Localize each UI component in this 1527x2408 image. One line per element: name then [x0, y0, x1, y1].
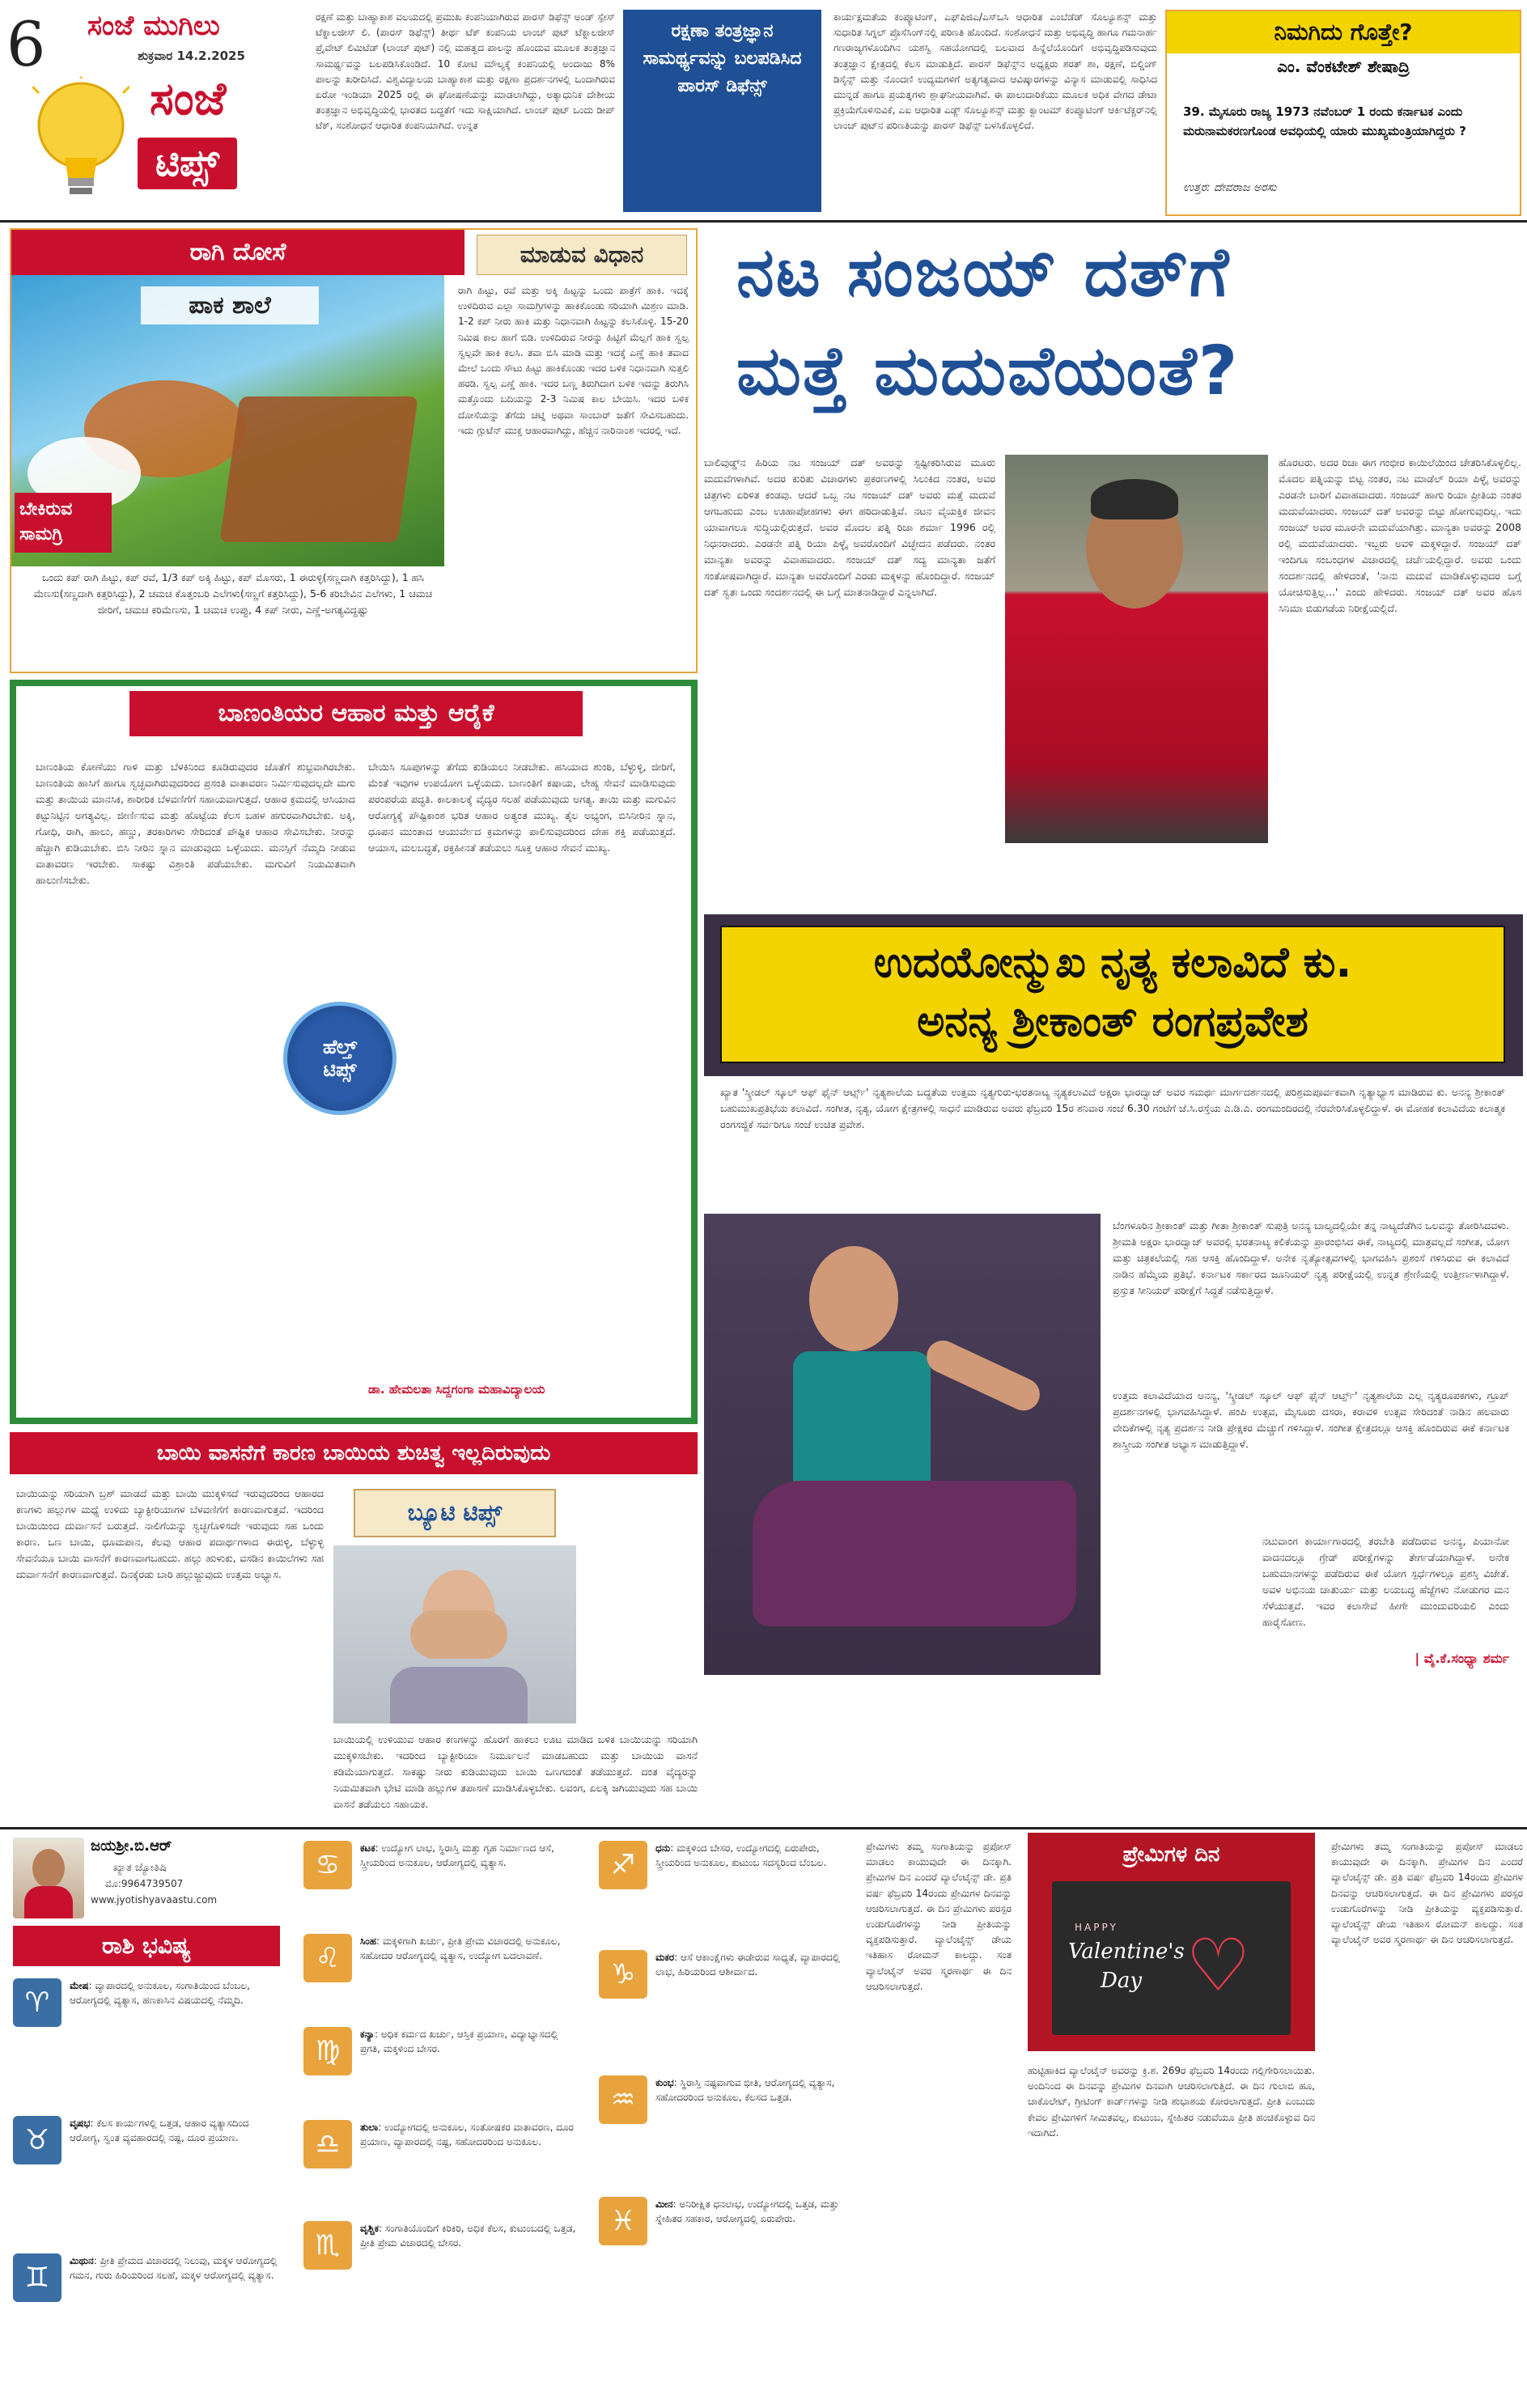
horoscope-item: ♈ ಮೇಷ: ವ್ಯಾಪಾರದಲ್ಲಿ ಅನುಕೂಲ, ಸಂಗಾತಿಯಿಂದ ಬೆಂಬಲ, ಆರೋಗ್ಯದಲ್ಲಿ ವ್ಯತ್ಯಾಸ, ಹಣಕಾಸಿನ ವಿಷಯದಲ್ಲಿ ನೆಮ್ಮದಿ. [13, 1978, 280, 2027]
taurus-icon: ♉ [13, 2116, 62, 2164]
breath-col1: ಬಾಯಿಯನ್ನು ಸರಿಯಾಗಿ ಬ್ರಶ್ ಮಾಡದೆ ಮತ್ತು ಬಾಯಿ ಮುಕ್ಕಳಿಸದೆ ಇರುವುದರಿಂದ ಆಹಾರದ ಕಣಗಳು ಹಲ್ಲುಗಳ ಮಧ್ಯೆ ಉಳಿದು ಬ್ಯಾಕ್ಟೀರಿಯಾಗಳ ಬೆಳವಣಿಗೆಗೆ ಕಾರಣವಾಗುತ್ತವೆ. ಇದರಿಂದ ಬಾಯಿಯಿಂದ ದುರ್ವಾಸನೆ ಬರುತ್ತದೆ. ನಾಲಿಗೆಯನ್ನು ಸ್ವಚ್ಛಗೊಳಿಸದೇ ಇರುವುದು ಸಹ ಒಂದು ಕಾರಣ. ಒಣ ಬಾಯಿ, ಧೂಮಪಾನ, ಕೆಲವು ಆಹಾರ ಪದಾರ್ಥಗಳಾದ ಈರುಳ್ಳಿ, ಬೆಳ್ಳುಳ್ಳಿ ಸೇವನೆಯೂ ಬಾಯಿ ವಾಸನೆಗೆ ಕಾರಣವಾಗಬಹುದು. ಹಲ್ಲು ಹುಳುಕು, ವಸಡಿನ ಕಾಯಿಲೆಗಳು ಸಹ ದುರ್ವಾಸನೆಗೆ ಕಾರಣವಾಗುತ್ತವೆ. ದಿನಕ್ಕೆರಡು ಬಾರಿ ಹಲ್ಲುಜ್ಜುವುದು ಉತ್ತಮ ಅಭ್ಯಾಸ. [16, 1487, 324, 1580]
recipe-name: ರಾಗಿ ದೋಸೆ [11, 230, 464, 275]
sanjay-col1: ಬಾಲಿವುಡ್ಡ್‌ನ ಹಿರಿಯ ನಟ ಸಂಜಯ್ ದತ್ ಅವರನ್ನು ಸ್ಪಷ್ಟೀಕರಿಸಿರುವ ಮೂರು ಮದುವೆಗಳಾಗಿವೆ. ಅದರ ಕುರಿತು ವಿಚಾರಗಳು ಪ್ರಕರಣಗಳಲ್ಲಿ ಸಿಲುಕಿದ ನಂತರ, ಅವರ ಚಿತ್ರಗಳು ಏರಿಳಿತ ಕಂಡವು. ಆದರೆ ಒಬ್ಬ ನಟ ಸಂಜಯ್ ದತ್ ಅವರು ಮತ್ತೆ ಮದುವೆ ಆಗಬಹುದು ಎಂಬ ಊಹಾಪೋಹಗಳು ಈಗ ಹರಿದಾಡುತ್ತಿವೆ. ನಟನ ವೈಯಕ್ತಿಕ ಜೀವನ ಯಾವಾಗಲೂ ಸುದ್ದಿಯಲ್ಲಿರುತ್ತದೆ. ಅವರ ಮೊದಲ ಪತ್ನಿ ರಿಚಾ ಶರ್ಮಾ 1996 ರಲ್ಲಿ ನಿಧನರಾದರು. ಎರಡನೇ ಪತ್ನಿ ರಿಯಾ ಪಿಳ್ಳೈ ಅವರೊಂದಿಗೆ ವಿಚ್ಛೇದನ ಪಡೆದರು. ನಂತರ ಮಾನ್ಯತಾ ಅವರನ್ನು ವಿವಾಹವಾದರು. ಸಂಜಯ್ ದತ್ ಸದ್ಯ ಮಾನ್ಯತಾ ಜತೆಗೆ ಸಂತೋಷವಾಗಿದ್ದಾರೆ. ಮಾನ್ಯತಾ ಅವರೊಂದಿಗೆ ಎರಡು ಮಕ್ಕಳನ್ನು ಹೊಂದಿದ್ದಾರೆ. ಸಂಜಯ್ ದತ್ ಸ್ವತಃ ಒಂದು ಸಂದರ್ಶನದಲ್ಲಿ ಈ ಬಗ್ಗೆ ಮಾತನಾಡಿದ್ದಾರೆ ಎನ್ನಲಾಗಿದೆ. [704, 456, 995, 598]
horoscope-item: ♊ ಮಿಥುನ: ಪ್ರೀತಿ ಪ್ರೇಮದ ವಿಚಾರದಲ್ಲಿ ನಿಲುವು, ಮಕ್ಕಳ ಆರೋಗ್ಯದಲ್ಲಿ ಗಮನ, ಗುರು ಹಿರಿಯರಿಂದ ಸಲಹೆ, ಮಕ್ಕಳ ಆರೋಗ್ಯದಲ್ಲಿ ವ್ಯತ್ಯಾಸ. [13, 2253, 280, 2302]
recipe-box [10, 228, 698, 673]
dancer-col2: ಉತ್ತಮ ಕಲಾವಿದೆಯಾದ ಅನನ್ಯ, 'ಸ್ಕ್ರೀಡಲ್ ಸ್ಕೂಲ್ ಆಫ್ ಫೈನ್ ಆರ್ಟ್ಸ್' ನೃತ್ಯಶಾಲೆಯ ಎಲ್ಲ ನೃತ್ಯರೂಪಕಗಳು, ಗ್ರೂಪ್ ಪ್ರದರ್ಶನಗಳಲ್ಲಿ ಭಾಗವಹಿಸಿದ್ದಾಳೆ. ಹಂಪಿ ಉತ್ಸವ, ಮೈಸೂರು ದಸರಾ, ಕರಾವಳಿ ಉತ್ಸವ ಸೇರಿದಂತೆ ನಾಡಿನ ಹಲವಾರು ವೇದಿಕೆಗಳಲ್ಲಿ ನೃತ್ಯ ಪ್ರದರ್ಶನ ನೀಡಿ ಪ್ರೇಕ್ಷಕರ ಮೆಚ್ಚುಗೆ ಗಳಿಸಿದ್ದಾಳೆ. ಸಂಗೀತ ಕ್ಷೇತ್ರದಲ್ಲೂ ಆಸಕ್ತಿ ಹೊಂದಿರುವ ಈಕೆ ಕರ್ನಾಟಕ ಶಾಸ್ತ್ರೀಯ ಸಂಗೀತ ಅಭ್ಯಾಸ ಮಾಡುತ್ತಿದ್ದಾಳೆ. [1113, 1389, 1509, 1450]
sign-name: ಕಟಕ [360, 1842, 375, 1854]
valentine-card [1028, 1833, 1315, 2051]
sagittarius-icon: ♐ [599, 1841, 647, 1889]
astrologer-website: www.jyotishyavaastu.com [91, 1894, 218, 1906]
horoscope-item: ♎ ತುಲಾ: ಉದ್ಯೋಗದಲ್ಲಿ ಅನುಕೂಲ, ಸಂತೋಷಕರ ವಾತಾವರಣ, ದೂರ ಪ್ರಯಾಣ, ವ್ಯಾಪಾರದಲ್ಲಿ ನಷ್ಟ, ಸಹೋದರರಿಂದ ಅನುಕೂಲ. [303, 2120, 579, 2168]
divider [0, 220, 1527, 223]
breath-title: ಬಾಯಿ ವಾಸನೆಗೆ ಕಾರಣ ಬಾಯಿಯ ಶುಚಿತ್ವ ಇಲ್ಲದಿರುವುದು [10, 1432, 698, 1474]
scorpio-icon: ♏ [303, 2221, 352, 2270]
masthead [0, 0, 312, 218]
sign-prediction: ಅಧಿಕ ಕರ್ಮದ ಖರ್ಚು, ಆಸ್ತಿಕ ಪ್ರಯಾಣ, ವಿದ್ಯಾಭ್ಯಾಸದಲ್ಲಿ ಪ್ರಗತಿ, ಮಕ್ಕಳಿಂದ ಬೇಸರ. [360, 2029, 558, 2054]
valentine-card-line1: HAPPY [1075, 1922, 1118, 1933]
health-tips-line1: ಹೆಲ್ತ್ [322, 1036, 358, 1058]
sign-prediction: ಮಕ್ಕಳಿಂದ ಬೇಸರ, ಉದ್ಯೋಗದಲ್ಲಿ ಏರುಪೇರು, ಸ್ತ್ರೀಯರಿಂದ ಅನುಕೂಲ, ಕುಟುಂಬ ಸದಸ್ಯರಿಂದ ಬೆಂಬಲ. [655, 1842, 827, 1868]
postpartum-author: ಡಾ. ಹೇಮಲತಾ ಸಿದ್ದಗಂಗಾ ಮಹಾವಿದ್ಯಾಲಯ [368, 1382, 545, 1397]
woman-covering-mouth-photo [333, 1545, 576, 1723]
virgo-icon: ♍ [303, 2027, 352, 2075]
top-story [316, 10, 1157, 216]
postpartum-col1: ಬಾಣಂತಿಯ ಕೋಣೆಯು ಗಾಳಿ ಮತ್ತು ಬೆಳಕಿನಿಂದ ಕೂಡಿರುವುದರ ಜೊತೆಗೆ ಶುಭ್ರವಾಗಿರಬೇಕು. ಬಾಣಂತಿಯ ಹಾಸಿಗೆ ಹಾಗೂ ಸ್ವಚ್ಛವಾಗಿರುವುದರಿಂದ ಪ್ರಸಂತಿ ವಾತಾವರಣ ನಿರ್ಮಿಸುವುದಲ್ಲದೇ ಮಗು ಮತ್ತು ತಾಯಿಯ ಮಾನಸಿಕ, ಶಾರೀರಿಕ ಬೆಳವಣಿಗೆಗೆ ಸಹಾಯವಾಗುತ್ತದೆ. ಆಹಾರ ಕ್ರಮದಲ್ಲಿ ಆಸಿಯಾದ ಕಟ್ಟುನಿಟ್ಟಿನ ಅಗತ್ಯವಿಲ್ಲ. ಜೀರ್ಣಿಸುವ ಮತ್ತು ಹೊಟ್ಟೆಯ ಕೆಲಸ ಬಹಳ ಹಗುರವಾಗಿರಬೇಕು. ಅಕ್ಕಿ, ಗೋಧಿ, ರಾಗಿ, ಹಾಲು, ಹಣ್ಣು, ತರಕಾರಿಗಳು ಸೇರಿದಂತೆ ಪೌಷ್ಟಿಕ ಆಹಾರ ಸೇವಿಸಬೇಕು. ನೀರನ್ನು ಹೆಚ್ಚಾಗಿ ಕುಡಿಯಬೇಕು. ಬಿಸಿ ನೀರಿನ ಸ್ನಾನ ಮಾಡುವುದು ಒಳ್ಳೆಯದು. ಮನಸ್ಸಿಗೆ ನೆಮ್ಮದಿ ನೀಡುವ ವಾತಾವರಣ ಇರಬೇಕು. ಸಾಕಷ್ಟು ವಿಶ್ರಾಂತಿ ಪಡೆಯಬೇಕು. ಮಗುವಿಗೆ ನಿಯಮಿತವಾಗಿ ಹಾಲುಣಿಸಬೇಕು. [36, 761, 355, 886]
method-title: ಮಾಡುವ ವಿಧಾನ [477, 235, 687, 275]
section-title-line2: ಟಿಪ್ಸ್ [138, 138, 237, 189]
dancer-intro: ಖ್ಯಾತ 'ಸ್ಕ್ರೀಡಲ್ ಸ್ಕೂಲ್ ಆಫ್ ಫೈನ್ ಆರ್ಟ್ಸ್' ನೃತ್ಯಶಾಲೆಯ ಬದ್ಧತೆಯ ಉತ್ತಮ ನೃತ್ಯಗುರು-ಭರತನಾಟ್ಯ ನೃತ್ಯಕಲಾವಿದೆ ಅಕ್ಷರಾ ಭಾರದ್ವಾಜ್ ಅವರ ಸಮರ್ಥ ಮಾರ್ಗದರ್ಶನದಲ್ಲಿ ಪರಿಶ್ರಮಪೂರ್ವಕವಾಗಿ ನೃತ್ಯಾಭ್ಯಾಸ ಮಾಡಿರುವ ಕು. ಅನನ್ಯ ಶ್ರೀಕಾಂತ್ ಬಹುಮುಖಪ್ರತಿಭೆಯ ಕಲಾವಿದೆ. ಸಂಗೀತ, ನೃತ್ಯ, ಯೋಗ ಕ್ಷೇತ್ರಗಳಲ್ಲಿ ಸಾಧನೆ ಮಾಡಿರುವ ಅವರು ಫೆಬ್ರವರಿ 15ರ ಶನಿವಾರ ಸಂಜೆ 6.30 ಗಂಟೆಗೆ ಜೆ.ಸಿ.ರಸ್ತೆಯ ಎ.ಡಿ.ಎ. ರಂಗಮಂದಿರದಲ್ಲಿ ನೆರವೇರಿಸಿಕೊಳ್ಳಲಿದ್ದಾಳೆ. ಈ ಮೋಹಕ ಕಲಾವಿದೆಯ ಕಲಾತ್ಮಕ ರಂಗಸಜ್ಜಿಕೆ ಸರ್ವರಿಗೂ ಸಂಜೆ ಉಚಿತ ಪ್ರವೇಶ. [720, 1086, 1505, 1130]
dancer-story [704, 914, 1523, 1675]
sign-prediction: ಪ್ರೀತಿ ಪ್ರೇಮದ ವಿಚಾರದಲ್ಲಿ ನಿಲುವು, ಮಕ್ಕಳ ಆರೋಗ್ಯದಲ್ಲಿ ಗಮನ, ಗುರು ಹಿರಿಯರಿಂದ ಸಲಹೆ, ಮಕ್ಕಳ ಆರೋಗ್ಯದಲ್ಲಿ ವ್ಯತ್ಯಾಸ. [70, 2255, 278, 2281]
lightbulb-icon [32, 77, 129, 206]
sign-name: ಕನ್ಯಾ [360, 2029, 375, 2040]
sign-name: ವೃಷಭ [70, 2118, 91, 2129]
kitchen-label: ಪಾಕ ಶಾಲೆ [141, 286, 319, 324]
valentine-story [866, 1833, 1523, 2403]
horoscope-item: ♋ ಕಟಕ: ಉದ್ಯೋಗ ಲಾಭ, ಸ್ಥಿರಾಸ್ತಿ ಮತ್ತು ಗೃಹ ನಿರ್ಮಾಣದ ಆಸೆ, ಸ್ತ್ರೀಯರಿಂದ ಅನುಕೂಲ, ಆರೋಗ್ಯದಲ್ಲಿ ವ್ಯತ್ಯಾಸ. [303, 1841, 579, 1889]
postpartum-title: ಬಾಣಂತಿಯರ ಆಹಾರ ಮತ್ತು ಆರೈಕೆ [129, 691, 583, 736]
astrologer-photo [13, 1838, 84, 1918]
horoscope-item: ♍ ಕನ್ಯಾ: ಅಧಿಕ ಕರ್ಮದ ಖರ್ಚು, ಆಸ್ತಿಕ ಪ್ರಯಾಣ, ವಿದ್ಯಾಭ್ಯಾಸದಲ್ಲಿ ಪ್ರಗತಿ, ಮಕ್ಕಳಿಂದ ಬೇಸರ. [303, 2027, 579, 2075]
quiz-answer: ಉತ್ತರ: ದೇವರಾಜ ಅರಸು [1183, 181, 1277, 194]
sign-name: ಮೇಷ [70, 1980, 89, 1991]
ingredients-label: ಬೇಕಿರುವ ಸಾಮಗ್ರಿ [15, 493, 112, 553]
cancer-icon: ♋ [303, 1841, 352, 1889]
valentine-col2: ಹುಟ್ಟಿಹಾಕಿದ ವ್ಯಾಲೆಂಟೈನ್ ಅವರನ್ನು ಕ್ರಿ.ಶ. 269ರ ಫೆಬ್ರವರಿ 14ರಂದು ಗಲ್ಲಿಗೇರಿಸಲಾಯಿತು. ಅಂದಿನಿಂದ ಈ ದಿನವನ್ನು ಪ್ರೇಮಿಗಳ ದಿನವಾಗಿ ಆಚರಿಸಲಾಗುತ್ತಿದೆ. ಈ ದಿನ ಗುಲಾಬಿ ಹೂ, ಚಾಕೊಲೇಟ್, ಗ್ರೀಟಿಂಗ್ ಕಾರ್ಡ್‌ಗಳನ್ನು ನೀಡಿ ಶುಭಾಶಯ ಕೋರಲಾಗುತ್ತದೆ. ಪ್ರೀತಿ ಎಂಬುದು ಕೇವಲ ಪ್ರೇಮಿಗಳಿಗೆ ಸೀಮಿತವಲ್ಲ, ಕುಟುಂಬ, ಸ್ನೇಹಿತರ ನಡುವೆಯೂ ಪ್ರೀತಿ ಹಂಚಿಕೊಳ್ಳುವ ದಿನ ಇದಾಗಿದೆ. [1028, 2065, 1315, 2139]
health-tips-line2: ಟಿಪ್ಸ್ [323, 1058, 357, 1081]
sign-name: ಮೀನ [655, 2198, 673, 2210]
sanjay-photo [1005, 455, 1268, 843]
page-number: 6 [6, 8, 46, 80]
dancer-headline-line1: ಉದಯೋನ್ಮುಖ ನೃತ್ಯ ಕಲಾವಿದೆ ಕು. [873, 939, 1352, 987]
quiz-title: ನಿಮಗಿದು ಗೊತ್ತೇ? [1167, 11, 1520, 53]
horoscope-item: ♏ ವೃಶ್ಚಿಕ: ಸಂಗಾತಿಯೊಂದಿಗೆ ಕಿರಿಕಿರಿ, ಅಧಿಕ ಕೆಲಸ, ಕುಟುಂಬದಲ್ಲಿ ಒತ್ತಡ, ಪ್ರೀತಿ ಪ್ರೇಮ ವಿಚಾರದಲ್ಲಿ ಬೇಸರ. [303, 2221, 579, 2270]
quiz-box [1165, 10, 1521, 216]
sign-name: ವೃಶ್ಚಿಕ [360, 2223, 380, 2234]
recipe-ingredients: ಒಂದು ಕಪ್ ರಾಗಿ ಹಿಟ್ಟು, ಕಪ್ ರವೆ, 1/3 ಕಪ್ ಅಕ್ಕಿ ಹಿಟ್ಟು, ಕಪ್ ಮೊಸರು, 1 ಈರುಳ್ಳಿ(ಸಣ್ಣದಾಗಿ ಕತ್ತರಿಸಿದ್ದು), 1 ಹಸಿ ಮೆಣಸು(ಸಣ್ಣದಾಗಿ ಕತ್ತರಿಸಿದ್ದು), 2 ಚಮಚ ಕೊತ್ತಂಬರಿ ಎಲೆಗಳು(ಸಣ್ಣಗೆ ಕತ್ತರಿಸಿದ್ದು), 5-6 ಕರಿಬೇವಿನ ಎಲೆಗಳು, 1 ಚಮಚ ಜೀರಿಗೆ, ಚಮಚ ಕರಿಮೆಣಸು, 1 ಚಮಚ ಉಪ್ಪು, 4 ಕಪ್ ನೀರು, ಎಣ್ಣೆ-ಅಗತ್ಯವಿದ್ದಷ್ಟು [33, 571, 433, 616]
health-tips-badge [283, 1002, 397, 1115]
paper-name: ಸಂಜೆ ಮುಗಿಲು [87, 10, 220, 42]
leo-icon: ♌ [303, 1934, 352, 1982]
horoscope-item: ♌ ಸಿಂಹ: ಮಕ್ಕಳಿಗಾಗಿ ಖರ್ಚು, ಪ್ರೀತಿ ಪ್ರೇಮ ವಿಚಾರದಲ್ಲಿ ಅನುಕೂಲ, ಸಹೋದರ ಆರೋಗ್ಯದಲ್ಲಿ ವ್ಯತ್ಯಾಸ, ಉದ್ಯೋಗ ಬದಲಾವಣೆ. [303, 1934, 579, 1982]
sign-prediction: ಕೆಲಸ ಕಾರ್ಯಗಳಲ್ಲಿ ಒತ್ತಡ, ಆಹಾರ ವ್ಯತ್ಯಾಸದಿಂದ ಆರೋಗ್ಯ, ಸ್ವಂತ ವ್ಯವಹಾರದಲ್ಲಿ ನಷ್ಟ, ದೂರ ಪ್ರಯಾಣ. [70, 2118, 249, 2143]
sign-name: ಧನು [655, 1842, 671, 1854]
beauty-tips-badge: ಬ್ಯೂಟಿ ಟಿಪ್ಸ್ [354, 1489, 556, 1537]
aquarius-icon: ♒ [599, 2075, 647, 2124]
top-story-col1: ರಕ್ಷಣೆ ಮತ್ತು ಬಾಹ್ಯಾಕಾಶ ವಲಯದಲ್ಲಿ ಪ್ರಮುಖ ಕಂಪನಿಯಾಗಿರುವ ಪಾರಸ್ ಡಿಫೆನ್ಸ್ ಅಂಡ್ ಸ್ಪೇಸ್ ಟೆಕ್ನಾಲಜೀಸ್ ಲಿ. (ಪಾರಸ್ ಡಿಫೆನ್ಸ್) ತೀರ್ಥ ಟೆಕ್ ಕಂಪನಿಯ ಲಾಂಚ್ ಪುಟ್ ಟೆಕ್ನಾಲಜೀಸ್ ಪ್ರೈವೇಟ್ ಲಿಮಿಟೆಡ್ (ಲಾಂಚ್ ಪುಟ್) ನಲ್ಲಿ ಮಹತ್ವದ ಪಾಲನ್ನು ಹೊಂದುವ ಮೂಲಕ ತಂತ್ರಜ್ಞಾನ ಸಾಮರ್ಥ್ಯವನ್ನು ಬಲಪಡಿಸಿಕೊಂಡಿದೆ. 10 ಕೋಟಿ ಮೌಲ್ಯಕ್ಕೆ ಕಂಪನಿಯಲ್ಲಿ ಅಂದಾಜು 8% ಪಾಲನ್ನು ಖರೀದಿಸಿದೆ. ವಿಶ್ವವಿದ್ಯಾಲಯ ಬಾಹ್ಯಾಕಾಶ ಮತ್ತು ರಕ್ಷಣಾ ಪ್ರದರ್ಶನಗಳಲ್ಲಿ ಒಂದಾಗಿರುವ ಏರೋ ಇಂಡಿಯಾ 2025 ರಲ್ಲಿ ಈ ಘೋಷಣೆಯನ್ನು ಮಾಡಲಾಗಿದ್ದು, ಅತ್ಯಾಧುನಿಕ ದೇಶೀಯ ತಂತ್ರಜ್ಞಾನ ಅಭಿವೃದ್ಧಿಯಲ್ಲಿ ಭಾರತದ ಬದ್ಧತೆಗೆ ಇದು ಸಾಕ್ಷಿಯಾಗಿದೆ. ಲಾಂಚ್ ಪುಟ್ ಒಂದು ಡೀಪ್ ಟೆಕ್, ಸಂಶೋಧನೆ ಆಧಾರಿತ ಕಂಪನಿಯಾಗಿದೆ. ಉನ್ನತ [316, 11, 615, 132]
sanjay-col2: ಹೊರಟರು. ಅದರ ರಿಚಾ ಈಗ ಗಂಭೀರ ಕಾಯಿಲೆಯಿಂದ ಚೇತರಿಸಿಕೊಳ್ಳಲಿಲ್ಲ. ಮೊದಲ ಪತ್ನಿಯನ್ನು ಬಿಟ್ಟ ನಂತರ, ನಟ ಮಾಡೆಲ್ ರಿಯಾ ಪಿಳ್ಳೈ ಅವರನ್ನು ಎರಡನೇ ಬಾರಿಗೆ ವಿವಾಹವಾದರು. ಸಂಜಯ್ ಹಾಗು ರಿಯಾ ಪ್ರೀತಿಯ ನಂತರ ಮದುವೆಯಾದರು. ಸಂಜಯ್ ದತ್ ಅವರನ್ನು ಬಿಟ್ಟು ಹೋಗುವುದಿಲ್ಲ. ಇದು ಸಂಜಯ್ ಅವರ ಮೂರನೇ ಮದುವೆಯಾಗಿತ್ತು. ಮಾನ್ಯತಾ ಅವರನ್ನು 2008 ರಲ್ಲಿ ಮದುವೆಯಾದರು. ಇಬ್ಬರು ಅವಳಿ ಮಕ್ಕಳಿದ್ದಾರೆ. ಸಂಜಯ್ ದತ್ ಇಂದಿಗೂ ಸಂಬಂಧಗಳ ವಿಚಾರದಲ್ಲಿ ಚರ್ಚೆಯಲ್ಲಿದ್ದಾರೆ. ಅವರು ಒಂದು ಸಂದರ್ಶನದಲ್ಲಿ ಹೇಳಿದಂತೆ, 'ನಾನು ಮದುವೆ ಮಾಡಿಕೊಳ್ಳುವುದರ ಬಗ್ಗೆ ಯೋಚಿಸುತ್ತಿಲ್ಲ...' ಎಂದು ಹೇಳಿದರು. ಸಂಜಯ್ ದತ್ ಅವರ ಹೊಸ ಸಿನಿಮಾ ಬಿಡುಗಡೆಯ ನಿರೀಕ್ಷೆಯಲ್ಲಿದೆ. [1279, 456, 1521, 614]
valentine-col3: ಪ್ರೇಮಿಗಳು ತಮ್ಮ ಸಂಗಾತಿಯನ್ನು ಪ್ರಪೋಸ್ ಮಾಡಲು ಕಾಯುವುದೇ ಈ ದಿನಕ್ಕಾಗಿ. ಪ್ರೇಮಿಗಳ ದಿನ ಎಂದರೆ ವ್ಯಾಲೆಂಟೈನ್ಸ್ ಡೇ. ಪ್ರತಿ ವರ್ಷ ಫೆಬ್ರವರಿ 14ರಂದು ಪ್ರೇಮಿಗಳ ದಿನವನ್ನು ಆಚರಿಸಲಾಗುತ್ತದೆ. ಈ ದಿನ ಪ್ರೇಮಿಗಳು ಪರಸ್ಪರ ಉಡುಗೊರೆಗಳನ್ನು ನೀಡಿ ಪ್ರೀತಿಯನ್ನು ವ್ಯಕ್ತಪಡಿಸುತ್ತಾರೆ. ವ್ಯಾಲೆಂಟೈನ್ಸ್ ಡೇಯ ಇತಿಹಾಸ ರೋಮನ್ ಕಾಲದ್ದು. ಸಂತ ವ್ಯಾಲೆಂಟೈನ್ ಅವರ ಸ್ಮರಣಾರ್ಥ ಈ ದಿನ ಆಚರಿಸಲಾಗುತ್ತದೆ. [1331, 1841, 1523, 1946]
postpartum-col2: ಬೇಯಿಸಿ ಸೂಪುಗಳನ್ನು ತೆಗೆದು ಕುಡಿಯಲು ನೀಡಬೇಕು. ಹಸಿಯಾದ ಶುಂಠಿ, ಬೆಳ್ಳುಳ್ಳಿ, ಜೀರಿಗೆ, ಮೆಂತೆ ಇವುಗಳ ಉಪಯೋಗ ಒಳ್ಳೆಯದು. ಬಾಣಂತಿಗೆ ಕಷಾಯ, ಲೇಹ್ಯ ಸೇವನೆ ಮಾಡಿಸುವುದು ಪರಂಪರೆಯ ಪದ್ಧತಿ. ಕಾಲಕಾಲಕ್ಕೆ ವೈದ್ಯರ ಸಲಹೆ ಪಡೆಯುವುದು ಅಗತ್ಯ. ತಾಯಿ ಮತ್ತು ಮಗುವಿನ ಆರೋಗ್ಯಕ್ಕೆ ಪೌಷ್ಟಿಕಾಂಶ ಭರಿತ ಆಹಾರ ಅತ್ಯಂತ ಮುಖ್ಯ. ತೈಲ ಅಭ್ಯಂಗ, ಬಿಸಿನೀರಿನ ಸ್ನಾನ, ಧೂಪನ ಮುಂತಾದ ಆಯುರ್ವೇದ ಕ್ರಮಗಳನ್ನು ಪಾಲಿಸುವುದರಿಂದ ದೇಹ ಶಕ್ತಿ ಪಡೆಯುತ್ತದೆ. ಆಯಾಸ, ಮಲಬದ್ಧತೆ, ರಕ್ತಹೀನತೆ ತಡೆಯಲು ಸೂಕ್ತ ಆಹಾರ ಸೇವನೆ ಮುಖ್ಯ. [368, 761, 676, 854]
sanjay-story [704, 228, 1523, 908]
astrologer-name: ಜಯಶ್ರೀ.ಬಿ.ಆರ್ [91, 1838, 172, 1855]
sign-name: ಮಿಥುನ [70, 2255, 94, 2266]
top-story-headline: ರಕ್ಷಣಾ ತಂತ್ರಜ್ಞಾನ ಸಾಮರ್ಥ್ಯವನ್ನು ಬಲಪಡಿಸಿದ ಪಾರಸ್ ಡಿಫೆನ್ಸ್ [623, 10, 821, 212]
dancer-col1: ಬೆಂಗಳೂರಿನ ಶ್ರೀಕಾಂತ್ ಮತ್ತು ಗೀತಾ ಶ್ರೀಕಾಂತ್ ಸುಪುತ್ರಿ ಅನನ್ಯ ಬಾಲ್ಯದಲ್ಲಿಯೇ ತನ್ನ ನಾಟ್ಯದೆಡೆಗಿನ ಒಲವನ್ನು ತೋರಿಸಿದವಳು. ಶ್ರೀಮತಿ ಅಕ್ಷರಾ ಭಾರದ್ವಾಜ್ ಅವರಲ್ಲಿ ಭರತನಾಟ್ಯ ಕಲಿಕೆಯನ್ನು ಪ್ರಾರಂಭಿಸಿದ ಈಕೆ, ನಾಟ್ಯದಲ್ಲಿ ಮಾತ್ರವಲ್ಲದೆ ಸಂಗೀತ, ಯೋಗ ಮತ್ತು ಚಿತ್ರಕಲೆಯಲ್ಲಿ ಸಹ ಆಸಕ್ತಿ ಹೊಂದಿದ್ದಾಳೆ. ಅನೇಕ ನೃತ್ಯೋತ್ಸವಗಳಲ್ಲಿ ಭಾಗವಹಿಸಿ ಪ್ರಶಂಸೆ ಗಳಿಸಿರುವ ಈ ಕಲಾವಿದೆ ನಾಡಿನ ಹೆಮ್ಮೆಯ ಪ್ರತಿಭೆ. ಕರ್ನಾಟಕ ಸರ್ಕಾರದ ಜೂನಿಯರ್ ನೃತ್ಯ ಪರೀಕ್ಷೆಯಲ್ಲಿ ಉನ್ನತ ಶ್ರೇಣಿಯಲ್ಲಿ ಉತ್ತೀರ್ಣಳಾಗಿದ್ದಾಳೆ. ಪ್ರಸ್ತುತ ಸೀನಿಯರ್ ಪರೀಕ್ಷೆಗೆ ಸಿದ್ಧತೆ ನಡೆಸುತ್ತಿದ್ದಾಳೆ. [1113, 1219, 1509, 1296]
gemini-icon: ♊ [13, 2253, 62, 2302]
sign-name: ತುಲಾ [360, 2122, 379, 2133]
aries-icon: ♈ [13, 1978, 62, 2027]
horoscope-item: ♉ ವೃಷಭ: ಕೆಲಸ ಕಾರ್ಯಗಳಲ್ಲಿ ಒತ್ತಡ, ಆಹಾರ ವ್ಯತ್ಯಾಸದಿಂದ ಆರೋಗ್ಯ, ಸ್ವಂತ ವ್ಯವಹಾರದಲ್ಲಿ ನಷ್ಟ, ದೂರ ಪ್ರಯಾಣ. [13, 2116, 280, 2164]
dancer-photo [704, 1214, 1101, 1675]
heart-icon: ♡ [1186, 1923, 1251, 2008]
sign-name: ಮಕರ [655, 1952, 675, 1963]
sign-prediction: ಅನಿರೀಕ್ಷಿತ ಧನಲಾಭ, ಉದ್ಯೋಗದಲ್ಲಿ ಒತ್ತಡ, ಮತ್ತು ಸ್ನೇಹಿತರ ಸಹಕಾರ, ಆರೋಗ್ಯದಲ್ಲಿ ಏರುಪೇರು. [655, 2198, 839, 2224]
horoscope-title: ರಾಶಿ ಭವಿಷ್ಯ [13, 1926, 280, 1966]
sign-prediction: ಸಂಗಾತಿಯೊಂದಿಗೆ ಕಿರಿಕಿರಿ, ಅಧಿಕ ಕೆಲಸ, ಕುಟುಂಬದಲ್ಲಿ ಒತ್ತಡ, ಪ್ರೀತಿ ಪ್ರೇಮ ವಿಚಾರದಲ್ಲಿ ಬೇಸರ. [360, 2223, 576, 2249]
sanjay-headline-line2: ಮತ್ತೆ ಮದುವೆಯಂತೆ? [736, 331, 1240, 410]
horoscope-item: ♑ ಮಕರ: ಆಸೆ ಆಕಾಂಕ್ಷೆಗಳು ಈಡೇರುವ ಸಾಧ್ಯತೆ, ವ್ಯಾಪಾರದಲ್ಲಿ ಲಾಭ, ಹಿರಿಯರಿಂದ ಆಶೀರ್ವಾದ. [599, 1950, 850, 1999]
horoscope-section [0, 1833, 858, 2403]
libra-icon: ♎ [303, 2120, 352, 2168]
recipe-method: ರಾಗಿ ಹಿಟ್ಟು, ರವೆ ಮತ್ತು ಅಕ್ಕಿ ಹಿಟ್ಟನ್ನು ಒಂದು ಪಾತ್ರೆಗೆ ಹಾಕಿ. ಇದಕ್ಕೆ ಉಳಿದಿರುವ ಎಲ್ಲಾ ಸಾಮಗ್ರಿಗಳನ್ನು ಹಾಕಿಕೊಂಡು ಸರಿಯಾಗಿ ಮಿಶ್ರಣ ಮಾಡಿ. 1-2 ಕಪ್ ನೀರು ಹಾಕಿ ಮತ್ತು ನಿಧಾನವಾಗಿ ಹಿಟ್ಟನ್ನು ಕಲಸಿಕೊಳ್ಳಿ. 15-20 ನಿಮಿಷ ಕಾಲ ಹಾಗೆ ಬಿಡಿ. ಉಳಿದಿರುವ ನೀರನ್ನು ಹಿಟ್ಟಿಗೆ ಮೆಲ್ಲಗೆ ಹಾಕಿ ಸ್ವಲ್ಪ ಸ್ವಲ್ಪವೇ ಹಾಕಿ ಕಲಸಿ. ತವಾ ಬಿಸಿ ಮಾಡಿ ಮತ್ತು ಇದಕ್ಕೆ ಎಣ್ಣೆ ಹಾಕಿ ತವಾದ ಮೇಲೆ ಒಂದು ಸೌಟು ಹಿಟ್ಟು ಹಾಕಿಕೊಂಡು ಇದರ ಬಳಿಕ ನಿಧಾನವಾಗಿ ಸುತ್ತಲಿ ಹರಡಿ. ಸ್ವಲ್ಪ ಎಣ್ಣೆ ಹಾಕಿ. ಇದರ ಬಣ್ಣ ತಿರುಗಿದಾಗ ಬಳಿಕ ಇದನ್ನು ತಿರುಗಿಸಿ ಮತ್ತೊಂದು ಬದಿಯನ್ನು 2-3 ನಿಮಿಷ ಕಾಲ ಬೇಯಿಸಿ. ಇದರ ಬಳಿಕ ದೋಸೆಯನ್ನು ತೆಗೆದು ಚಟ್ನಿ ಅಥವಾ ಸಾಂಬಾರ್ ಜತೆಗೆ ಸೇವಿಸಬಹುದು. ಇದು ಗ್ಲುಟೆನ್ ಮುಕ್ತ ಆಹಾರವಾಗಿದ್ದು, ಹೆಚ್ಚಿನ ನಾರಿನಾಂಶ ಇದರಲ್ಲಿ ಇದೆ. [458, 285, 689, 436]
sign-prediction: ಮಕ್ಕಳಿಗಾಗಿ ಖರ್ಚು, ಪ್ರೀತಿ ಪ್ರೇಮ ವಿಚಾರದಲ್ಲಿ ಅನುಕೂಲ, ಸಹೋದರ ಆರೋಗ್ಯದಲ್ಲಿ ವ್ಯತ್ಯಾಸ, ಉದ್ಯೋಗ ಬದಲಾವಣೆ. [360, 1935, 561, 1961]
sign-prediction: ವ್ಯಾಪಾರದಲ್ಲಿ ಅನುಕೂಲ, ಸಂಗಾತಿಯಿಂದ ಬೆಂಬಲ, ಆರೋಗ್ಯದಲ್ಲಿ ವ್ಯತ್ಯಾಸ, ಹಣಕಾಸಿನ ವಿಷಯದಲ್ಲಿ ನೆಮ್ಮದಿ. [70, 1980, 250, 2006]
valentine-card-line2: Valentine's [1068, 1940, 1185, 1964]
sign-prediction: ಸ್ಥಿರಾಸ್ತಿ ನಷ್ಟವಾಗುವ ಭೀತಿ, ಆರೋಗ್ಯದಲ್ಲಿ ವ್ಯತ್ಯಾಸ, ಸಹೋದರರಿಂದ ಅನುಕೂಲ, ಕೆಲಸದ ಒತ್ತಡ. [655, 2077, 835, 2103]
astrologer-phone: ಮೊ:9964739507 [105, 1878, 184, 1889]
sign-name: ಕುಂಭ [655, 2077, 674, 2088]
valentine-col1: ಪ್ರೇಮಿಗಳು ತಮ್ಮ ಸಂಗಾತಿಯನ್ನು ಪ್ರಪೋಸ್ ಮಾಡಲು ಕಾಯುವುದೇ ಈ ದಿನಕ್ಕಾಗಿ. ಪ್ರೇಮಿಗಳ ದಿನ ಎಂದರೆ ವ್ಯಾಲೆಂಟೈನ್ಸ್ ಡೇ. ಪ್ರತಿ ವರ್ಷ ಫೆಬ್ರವರಿ 14ರಂದು ಪ್ರೇಮಿಗಳ ದಿನವನ್ನು ಆಚರಿಸಲಾಗುತ್ತದೆ. ಈ ದಿನ ಪ್ರೇಮಿಗಳು ಪರಸ್ಪರ ಉಡುಗೊರೆಗಳನ್ನು ನೀಡಿ ಪ್ರೀತಿಯನ್ನು ವ್ಯಕ್ತಪಡಿಸುತ್ತಾರೆ. ವ್ಯಾಲೆಂಟೈನ್ಸ್ ಡೇಯ ಇತಿಹಾಸ ರೋಮನ್ ಕಾಲದ್ದು. ಸಂತ ವ್ಯಾಲೆಂಟೈನ್ ಅವರ ಸ್ಮರಣಾರ್ಥ ಈ ದಿನ ಆಚರಿಸಲಾಗುತ್ತದೆ. [866, 1841, 1012, 1992]
dancer-byline: | ವೈ.ಕೆ.ಸಂಧ್ಯಾ ಶರ್ಮ [1415, 1651, 1509, 1666]
horoscope-item: ♓ ಮೀನ: ಅನಿರೀಕ್ಷಿತ ಧನಲಾಭ, ಉದ್ಯೋಗದಲ್ಲಿ ಒತ್ತಡ, ಮತ್ತು ಸ್ನೇಹಿತರ ಸಹಕಾರ, ಆರೋಗ್ಯದಲ್ಲಿ ಏರುಪೇರು. [599, 2197, 850, 2245]
postpartum-box [10, 680, 698, 1424]
dancer-col3: ನಟುವಾಂಗ ಕಾರ್ಯಾಗಾರದಲ್ಲಿ ತರಬೇತಿ ಪಡೆದಿರುವ ಅನನ್ಯ, ಪಿಯಾನೋ ವಾದನದಲ್ಲೂ ಗ್ರೇಡ್ ಪರೀಕ್ಷೆಗಳನ್ನು ತೇರ್ಗಡೆಯಾಗಿದ್ದಾಳೆ. ಅನೇಕ ಬಹುಮಾನಗಳನ್ನು ಪಡೆದಿರುವ ಈಕೆ ಯೋಗ ಸ್ಪರ್ಧೆಗಳಲ್ಲೂ ಪ್ರಶಸ್ತಿ ವಿಜೇತೆ. ಅವಳ ಅಭಿನಯ ಚಾತುರ್ಯ ಮತ್ತು ಲಯಬದ್ಧ ಹೆಜ್ಜೆಗಳು ನೋಡುಗರ ಮನ ಸೆಳೆಯುತ್ತವೆ. ಇವರ ಕಲಾಸೇವೆ ಹೀಗೇ ಮುಂದುವರಿಯಲಿ ಎಂದು ಹಾರೈಸೋಣ. [1262, 1535, 1509, 1628]
pisces-icon: ♓ [599, 2197, 647, 2245]
breath-col2: ಬಾಯಿಯಲ್ಲಿ ಉಳಿಯುವ ಆಹಾರ ಕಣಗಳನ್ನು ಹೊರಗೆ ಹಾಕಲು ಊಟ ಮಾಡಿದ ಬಳಿಕ ಬಾಯಿಯನ್ನು ಸರಿಯಾಗಿ ಮುಕ್ಕಳಿಸಬೇಕು. ಇದರಿಂದ ಬ್ಯಾಕ್ಟೀರಿಯಾ ನಿರ್ಮೂಲನೆ ಮಾಡಬಹುದು ಮತ್ತು ಬಾಯಿಯ ವಾಸನೆ ಕಡಿಮೆಯಾಗುತ್ತದೆ. ಸಾಕಷ್ಟು ನೀರು ಕುಡಿಯುವುದು ಬಾಯಿ ಒಣಗದಂತೆ ತಡೆಯುತ್ತದೆ. ದಂತ ವೈದ್ಯರನ್ನು ನಿಯಮಿತವಾಗಿ ಭೇಟಿ ಮಾಡಿ ಹಲ್ಲುಗಳ ತಪಾಸಣೆ ಮಾಡಿಸಿಕೊಳ್ಳಬೇಕು. ಲವಂಗ, ಏಲಕ್ಕಿ ಜಗಿಯುವುದು ಸಹ ಬಾಯಿ ವಾಸನೆ ತಡೆಯಲು ಸಹಾಯಕ. [333, 1733, 698, 1810]
dancer-headline-line2: ಅನನ್ಯ ಶ್ರೀಕಾಂತ್ ರಂಗಪ್ರವೇಶ [917, 997, 1309, 1046]
capricorn-icon: ♑ [599, 1950, 647, 1999]
quiz-question: 39. ಮೈಸೂರು ರಾಜ್ಯ 1973 ನವೆಂಬರ್ 1 ರಂದು ಕರ್ನಾಟಕ ಎಂದು ಮರುನಾಮಕರಣಗೊಂಡ ಅವಧಿಯಲ್ಲಿ ಯಾರು ಮುಖ್ಯಮಂತ್ರಿಯಾಗಿದ್ದರು ? [1183, 104, 1466, 138]
valentine-title: ಪ್ರೇಮಿಗಳ ದಿನ [1122, 1842, 1220, 1867]
section-title-line1: ಸಂಜೆ [150, 73, 227, 125]
sign-prediction: ಉದ್ಯೋಗದಲ್ಲಿ ಅನುಕೂಲ, ಸಂತೋಷಕರ ವಾತಾವರಣ, ದೂರ ಪ್ರಯಾಣ, ವ್ಯಾಪಾರದಲ್ಲಿ ನಷ್ಟ, ಸಹೋದರರಿಂದ ಅನುಕೂಲ. [360, 2122, 575, 2147]
horoscope-item: ♐ ಧನು: ಮಕ್ಕಳಿಂದ ಬೇಸರ, ಉದ್ಯೋಗದಲ್ಲಿ ಏರುಪೇರು, ಸ್ತ್ರೀಯರಿಂದ ಅನುಕೂಲ, ಕುಟುಂಬ ಸದಸ್ಯರಿಂದ ಬೆಂಬಲ. [599, 1841, 850, 1889]
horoscope-item: ♒ ಕುಂಭ: ಸ್ಥಿರಾಸ್ತಿ ನಷ್ಟವಾಗುವ ಭೀತಿ, ಆರೋಗ್ಯದಲ್ಲಿ ವ್ಯತ್ಯಾಸ, ಸಹೋದರರಿಂದ ಅನುಕೂಲ, ಕೆಲಸದ ಒತ್ತಡ. [599, 2075, 850, 2124]
valentine-col1-continued [1331, 1839, 1523, 2397]
astrologer-title: ಖ್ಯಾತ ಜ್ಯೋತಿಷಿ [113, 1862, 167, 1874]
dancer-headline-box [720, 926, 1505, 1063]
sign-prediction: ಆಸೆ ಆಕಾಂಕ್ಷೆಗಳು ಈಡೇರುವ ಸಾಧ್ಯತೆ, ವ್ಯಾಪಾರದಲ್ಲಿ ಲಾಭ, ಹಿರಿಯರಿಂದ ಆಶೀರ್ವಾದ. [655, 1952, 840, 1978]
sign-prediction: ಉದ್ಯೋಗ ಲಾಭ, ಸ್ಥಿರಾಸ್ತಿ ಮತ್ತು ಗೃಹ ನಿರ್ಮಾಣದ ಆಸೆ, ಸ್ತ್ರೀಯರಿಂದ ಅನುಕೂಲ, ಆರೋಗ್ಯದಲ್ಲಿ ವ್ಯತ್ಯಾಸ. [360, 1842, 554, 1868]
quiz-author: ಎಂ. ವೆಂಕಟೇಶ್ ಶೇಷಾದ್ರಿ [1277, 57, 1410, 76]
top-story-col2: ಕಾರ್ಯಕ್ಷಮತೆಯ ಕಂಪ್ಯೂಟಿಂಗ್, ಎಫ್‌ಪಿಜಿಎ/ಎಸ್‌ಒಸಿ ಆಧಾರಿತ ಎಂಬೆಡೆಡ್ ಸೊಲ್ಯೂಶನ್ಸ್ ಮತ್ತು ಸುಧಾರಿತ ಸಿಗ್ನಲ್ ಪ್ರೊಸೆಸಿಂಗ್‌ನಲ್ಲಿ ಪರಿಣತಿ ಹೊಂದಿದೆ. ಸಂಶೋಧನೆ ಮತ್ತು ಅಭಿವೃದ್ಧಿ ಹಾಗೂ ಗಮನಾರ್ಹ ಗಣರಾಜ್ಯಗಳೊಂದಿಗಿನ ಯಶಸ್ವಿ ಸಹಯೋಗದಲ್ಲಿ ಬಲವಾದ ಹಿನ್ನೆಲೆಯೊಂದಿಗೆ ಅಭಿವೃದ್ಧಿಪಡಿಸುವುದು ತಂತ್ರಜ್ಞಾನ ಕ್ಷೇತ್ರದಲ್ಲಿ ಕೆಲಸ ಮಾಡುತ್ತಿದೆ. ಪಾರಸ್ ಡಿಫೆನ್ಸ್‌ನ ಅಧ್ಯಕ್ಷರು ಶರತ್ ಶಾ, ರಕ್ಷಣೆ, ಬಿಲ್ಡಿಂಗ್ ಡಿಸೈನ್ಸ್ ಮತ್ತು ನೊಂದಣಿ ಉದ್ಯಮಗಳಿಗೆ ಅತ್ಯಗತ್ಯವಾದ ಆವಿಷ್ಕಾರಗಳನ್ನು ವಿನ್ಯಾಸ ಮಾಡುವಲ್ಲಿ ಸಾಧಿಸಿದ ಮುನ್ನಡೆ ಹಾಗೂ ಪ್ರಯತ್ನಗಳು ಶ್ಲಾಘನೀಯವಾಗಿವೆ. ಈ ಪಾಲುದಾರಿಕೆಯು ಮೂಲಕ ಅಧಿಕ ವೇಗದ ಡೇಟಾ ಪ್ರಕ್ರಿಯೆಗೊಳಿಸುವಿಕೆ, ಎಐ ಆಧಾರಿತ ಎಡ್ಜ್ ಸೊಲ್ಯೂಶನ್ಸ್ ಮತ್ತು ಕ್ವಾಂಟಮ್ ಕಂಪ್ಯೂಟಿಂಗ್ ಆರ್ಕಿಟೆಕ್ಚರ್‌ನಲ್ಲಿ ಲಾಂಚ್ ಪುಟ್‌ನ ಪರಿಣತಿಯನ್ನು ಪಾರಸ್ ಡಿಫೆನ್ಸ್ ಬಳಸಿಕೊಳ್ಳಲಿದೆ. [833, 11, 1157, 132]
sign-name: ಸಿಂಹ [360, 1935, 377, 1947]
sanjay-headline-line1: ನಟ ಸಂಜಯ್ ದತ್‌ಗೆ [736, 232, 1231, 312]
valentine-card-line3: Day [1101, 1969, 1143, 1993]
breath-story [10, 1432, 698, 1821]
masthead-date: ಶುಕ್ರವಾರ 14.2.2025 [138, 49, 245, 63]
divider [0, 1827, 1527, 1829]
